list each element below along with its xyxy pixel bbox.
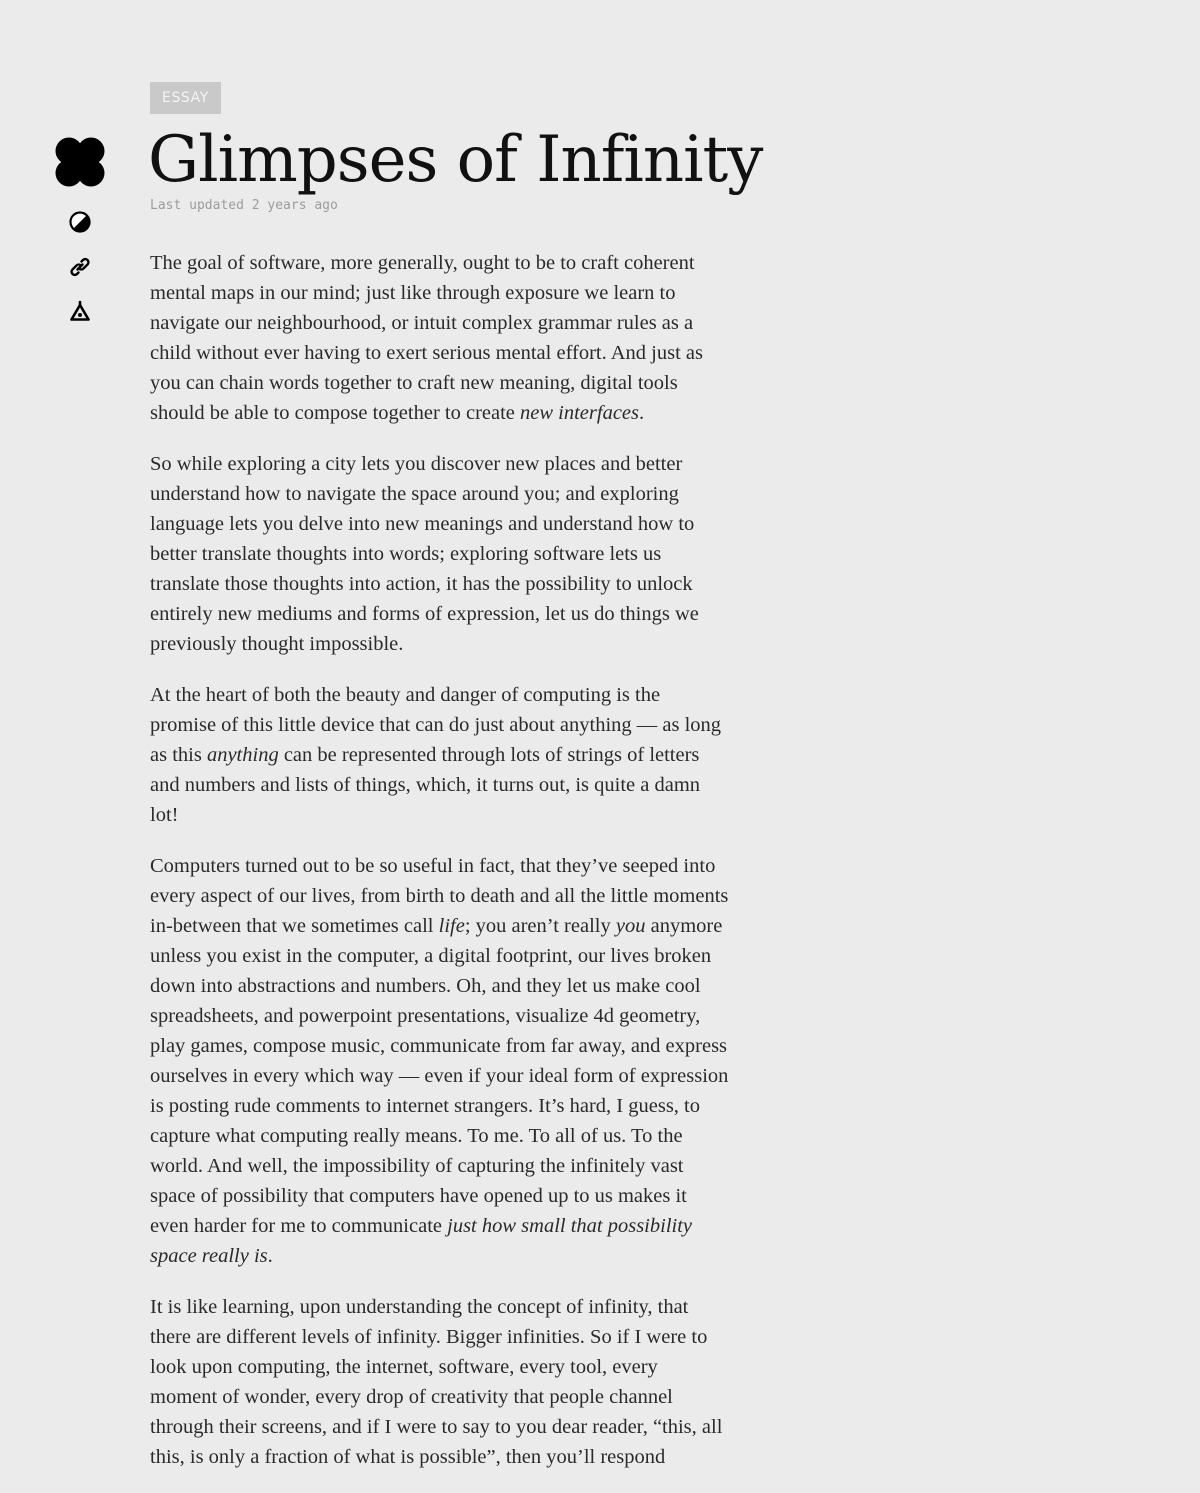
paragraph: So while exploring a city lets you discover new places and better understand how to navigate the space around you; and exploring language lets you delve into new meanings and understand how to better translate thoughts into words; exploring software lets us translate those thoughts into action, it has the possibility to unlock entirely new mediums and forms of expression, let us do things we previously thought impossible. xyxy=(150,453,699,655)
paragraph: It is like learning, upon understanding the concept of infinity, that there are different levels of infinity. Bigger infinities. So if I were to look upon computing, the internet, software, every tool, every moment of wonder, every drop of creativity that people channel through their screens, and if I were to say to you dear reader, “this, all this, is only a fraction of what is possible”, then you’ll respond xyxy=(150,1296,723,1468)
sidebar-nav xyxy=(54,136,106,188)
paragraph: The goal of software, more generally, ought to be to craft coherent mental maps in our mind; just like through exposure we learn to navigate our neighbourhood, or intuit complex grammar rules as a child without ever having to exert serious mental effort. And just as you can chain words together to craft new meaning, digital tools should be able to compose together to create new interfaces. xyxy=(150,252,703,424)
clover-logo-icon xyxy=(54,136,106,188)
theme-toggle-button[interactable] xyxy=(54,210,92,234)
page-title: Glimpses of Infinity xyxy=(148,123,763,197)
paragraph: At the heart of both the beauty and danger of computing is the promise of this little device that can do just about anything — as long as this anything can be represented through lots of strings of letters and numbers and lists of things, which, it turns out, is quite a damn lot! xyxy=(150,684,722,826)
copy-link-button[interactable] xyxy=(54,255,92,279)
changes-button[interactable] xyxy=(54,300,92,324)
home-logo-link[interactable] xyxy=(54,136,106,188)
essay-tag[interactable]: ESSAY xyxy=(150,82,221,114)
delta-icon xyxy=(68,300,92,324)
paragraph: Computers turned out to be so useful in fact, that they’ve seeped into every aspect of our lives, from birth to death and all the little moments in-between that we sometimes call life; you aren’t really you anymore unless you exist in the computer, a digital footprint, our lives broken down into abstractions and numbers. Oh, and they let us make cool spreadsheets, and powerpoint presentations, visualize 4d geometry, play games, compose music, communicate from far away, and express ourselves in every which way — even if your ideal form of expression is posting rude comments to internet strangers. It’s hard, I guess, to capture what computing really means. To me. To all of us. To the world. And well, the impossibility of capturing the infinitely vast space of possibility that computers have opened up to us makes it even harder for me to communicate just how small that possibility space really is. xyxy=(150,855,729,1267)
link-icon xyxy=(68,255,92,279)
article xyxy=(148,82,763,1493)
article-body xyxy=(150,248,730,1472)
contrast-icon xyxy=(68,210,92,234)
last-updated: Last updated 2 years ago xyxy=(150,198,338,213)
